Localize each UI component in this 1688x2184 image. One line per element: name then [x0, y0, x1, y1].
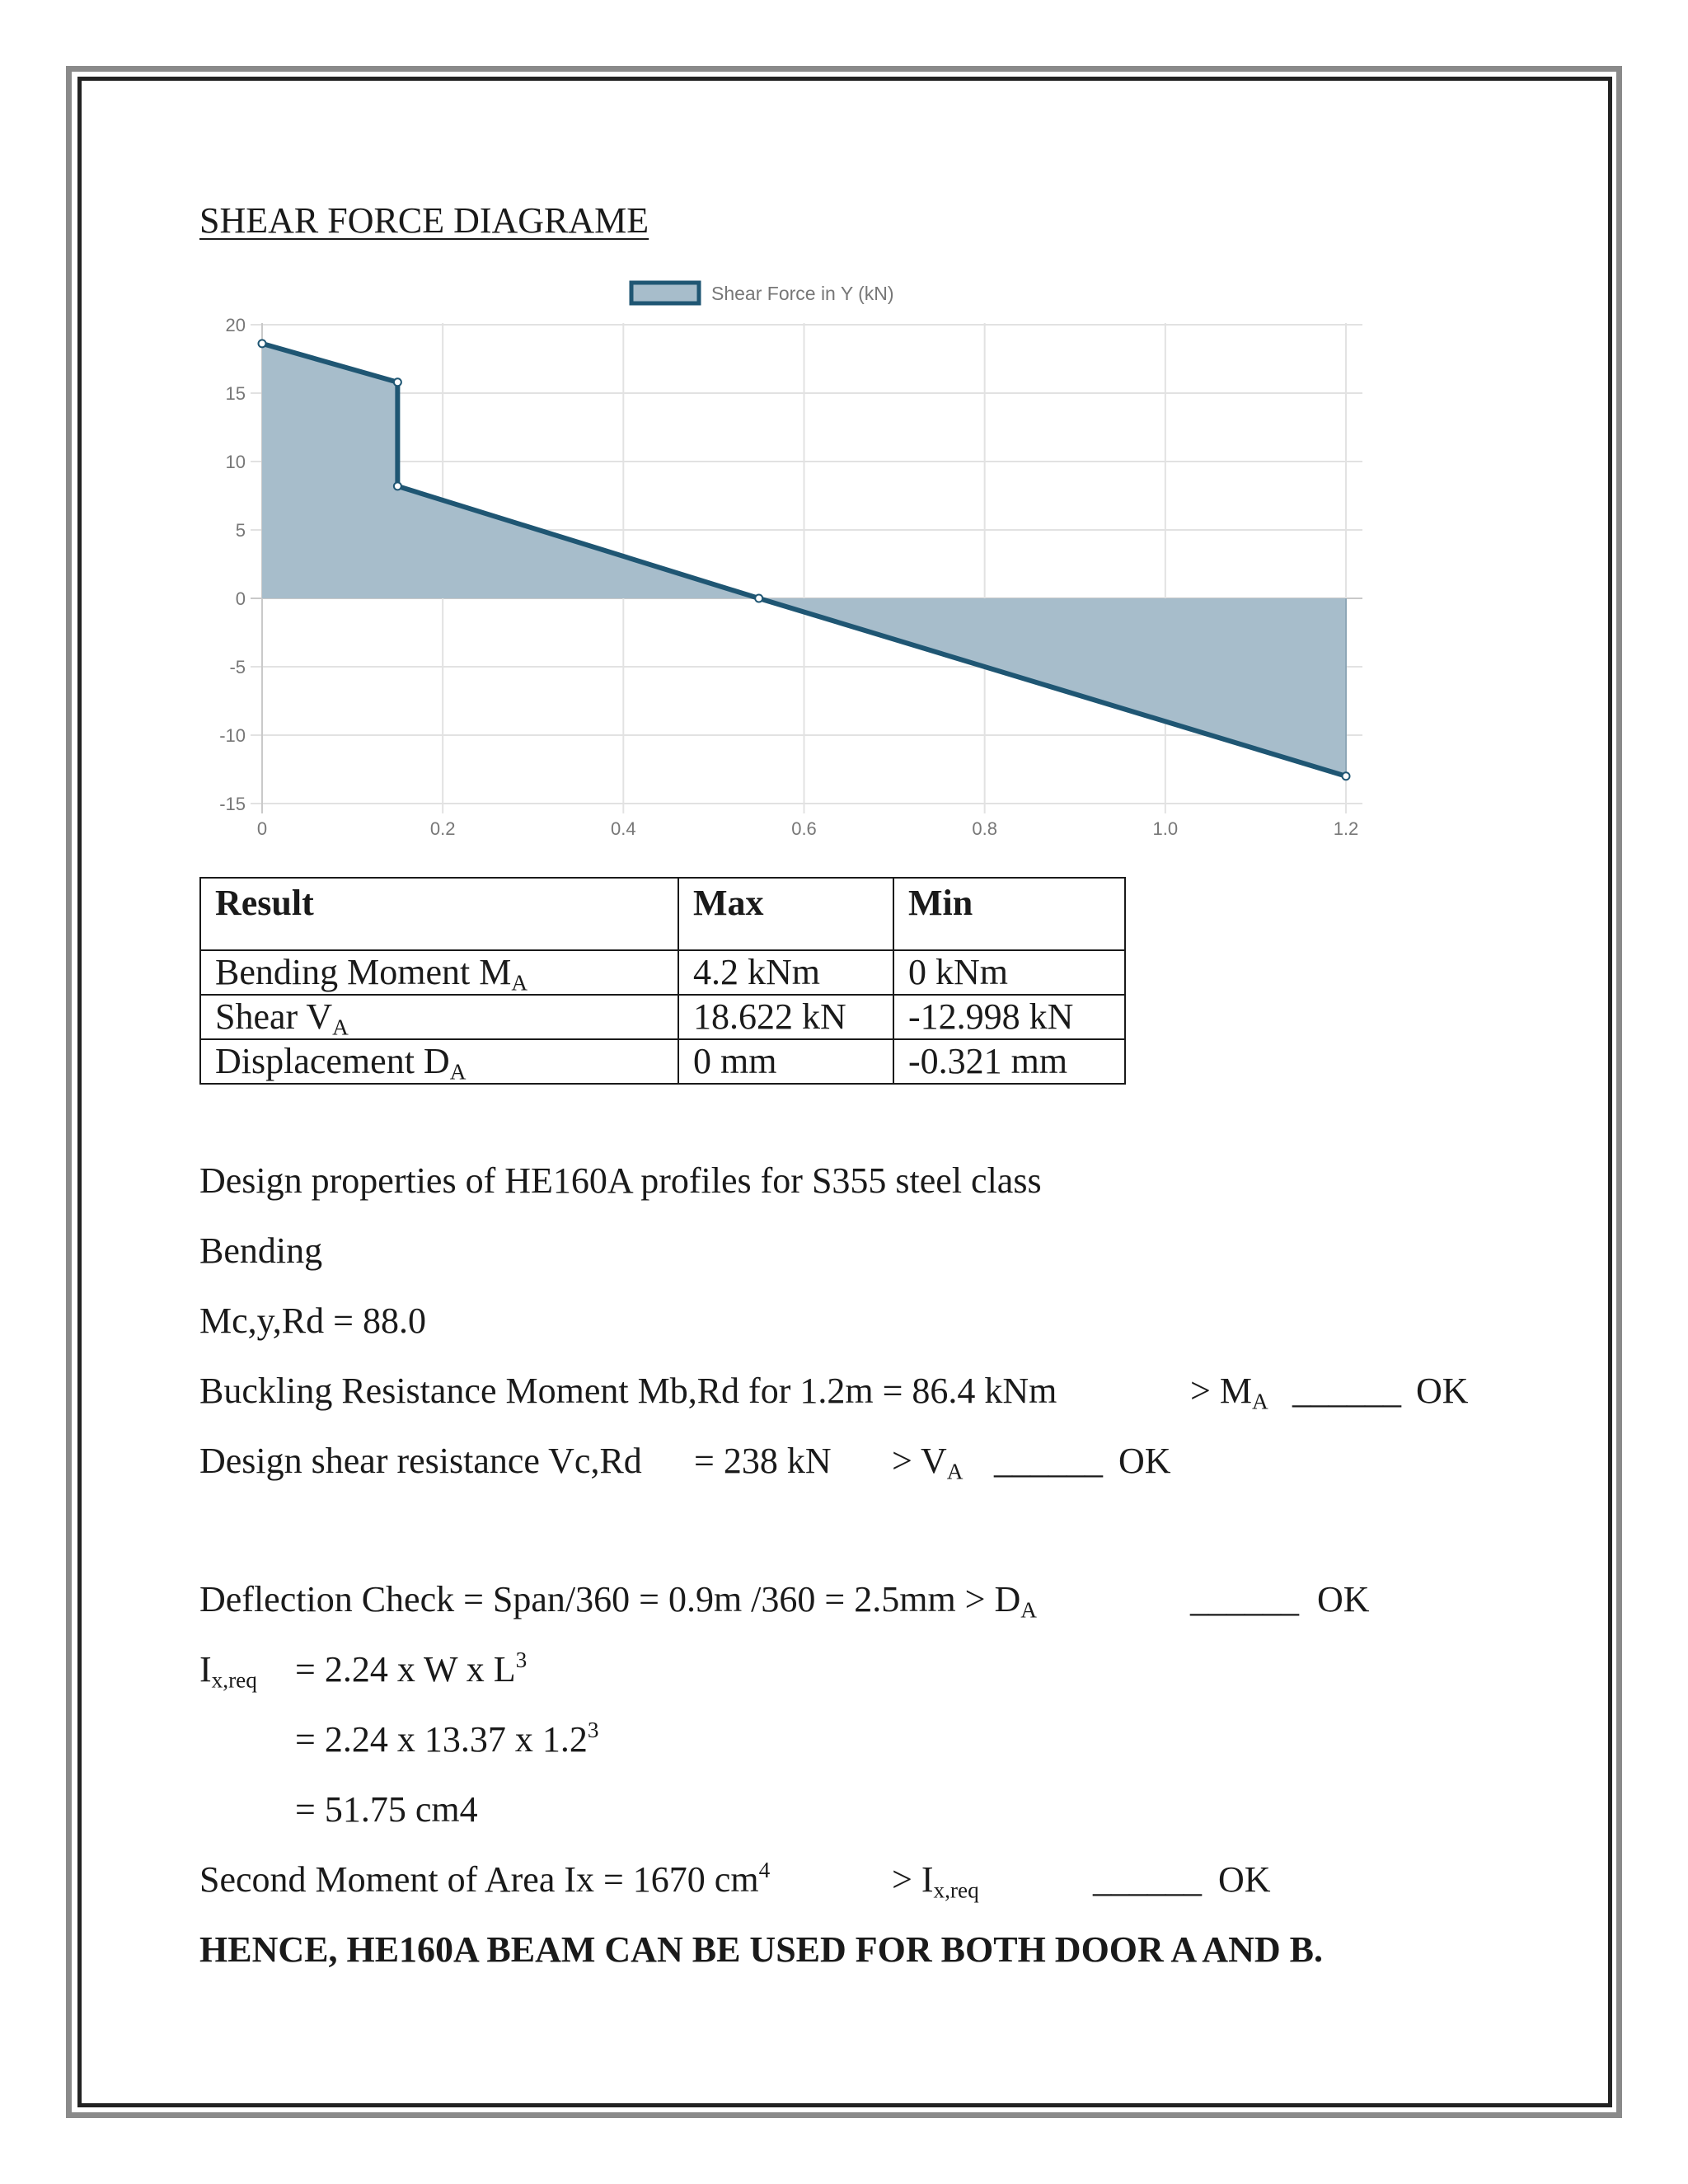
- x-tick-label: 0: [256, 818, 268, 839]
- data-point: [394, 378, 401, 386]
- second-moment-blank: ______: [1093, 1859, 1202, 1900]
- legend-label: Shear Force in Y (kN): [711, 283, 894, 304]
- results-table: [199, 877, 1126, 1085]
- row-name: Displacement D: [215, 1041, 450, 1081]
- y-tick-label: -15: [219, 794, 246, 814]
- row-name: Bending Moment M: [215, 952, 512, 992]
- y-tick-label: -5: [229, 657, 246, 677]
- row-max: 0 mm: [678, 1039, 893, 1084]
- table-row: [200, 1039, 1125, 1084]
- shear-force-chart: [198, 272, 1393, 849]
- ixreq-equation-1: = 2.24 x W x $L^3$: [295, 1647, 528, 1690]
- conclusion: HENCE, HE160A BEAM CAN BE USED FOR BOTH DOOR A AND B.: [199, 1929, 1323, 1970]
- deflection-ok: OK: [1317, 1579, 1370, 1619]
- x-tick-label: 0.6: [791, 818, 817, 839]
- header-result: Result: [200, 878, 678, 950]
- buckling-blank: ______: [1292, 1371, 1401, 1411]
- row-name-subscript: A: [511, 970, 528, 996]
- shear-blank: ______: [994, 1441, 1103, 1481]
- x-tick-label: 1.2: [1333, 818, 1359, 839]
- row-max: 18.622 kN: [678, 995, 893, 1039]
- deflection-line: Deflection Check = Span/360 = 0.9m $/360 = 2.5mm > D_A$: [199, 1579, 1037, 1623]
- x-tick-label: 1.0: [1152, 818, 1179, 839]
- ixreq-equation-2: = 2.24 x 13.37 x $1.2^3$: [295, 1718, 599, 1760]
- deflection-blank: ______: [1190, 1579, 1299, 1619]
- second-moment-line: Second Moment of Area Ix = 1670 $cm^4$: [199, 1858, 771, 1900]
- results-header-row: [200, 878, 1125, 950]
- chart-legend: [631, 283, 894, 304]
- buckling-line: Buckling Resistance Moment Mb,Rd for 1.2m = 86.4 kNm: [199, 1371, 1057, 1411]
- data-point: [394, 482, 401, 490]
- y-tick-label: -10: [219, 725, 246, 746]
- x-tick-label: 0.2: [429, 818, 456, 839]
- mcyrd-line: Mc,y,Rd = 88.0: [199, 1301, 426, 1341]
- x-tick-label: 0.4: [611, 818, 636, 839]
- row-name: Shear V: [215, 996, 333, 1037]
- section-heading: SHEAR FORCE DIAGRAME: [199, 200, 649, 241]
- header-min: Min: [893, 878, 1125, 950]
- design-intro: Design properties of HE160A profiles for S355 steel class: [199, 1160, 1042, 1201]
- y-tick-label: 15: [225, 383, 246, 404]
- y-tick-label: 20: [225, 315, 246, 335]
- data-point: [1343, 772, 1350, 780]
- data-point: [259, 340, 266, 347]
- bending-heading: Bending: [199, 1230, 323, 1271]
- row-name-subscript: A: [449, 1059, 467, 1085]
- shear-resistance-value: = 238 kN: [694, 1441, 832, 1481]
- legend-swatch: [631, 283, 699, 303]
- y-tick-label: 5: [235, 520, 246, 541]
- shear-check: > $V_A$: [892, 1441, 964, 1484]
- ixreq-symbol: $I_{x,req}$: [199, 1649, 257, 1693]
- shear-resistance-line: Design shear resistance Vc,Rd: [199, 1441, 642, 1481]
- y-tick-label: 10: [225, 452, 246, 472]
- table-row: [200, 950, 1125, 995]
- shear-ok: OK: [1118, 1441, 1171, 1481]
- y-tick-label: 0: [235, 588, 246, 609]
- row-name-subscript: A: [332, 1015, 349, 1040]
- second-moment-check: > $I_{x,req}$: [892, 1859, 979, 1903]
- header-max: Max: [678, 878, 893, 950]
- second-moment-ok: OK: [1218, 1859, 1271, 1900]
- data-point: [755, 595, 762, 602]
- row-min: 0 kNm: [893, 950, 1125, 995]
- row-max: 4.2 kNm: [678, 950, 893, 995]
- x-tick-label: 0.8: [972, 818, 997, 839]
- table-row: [200, 995, 1125, 1039]
- ixreq-equation-3: = 51.75 cm4: [295, 1789, 478, 1830]
- row-min: -12.998 kN: [893, 995, 1125, 1039]
- buckling-check: > $M_A$: [1190, 1371, 1268, 1414]
- buckling-ok: OK: [1416, 1371, 1469, 1411]
- row-min: -0.321 mm: [893, 1039, 1125, 1084]
